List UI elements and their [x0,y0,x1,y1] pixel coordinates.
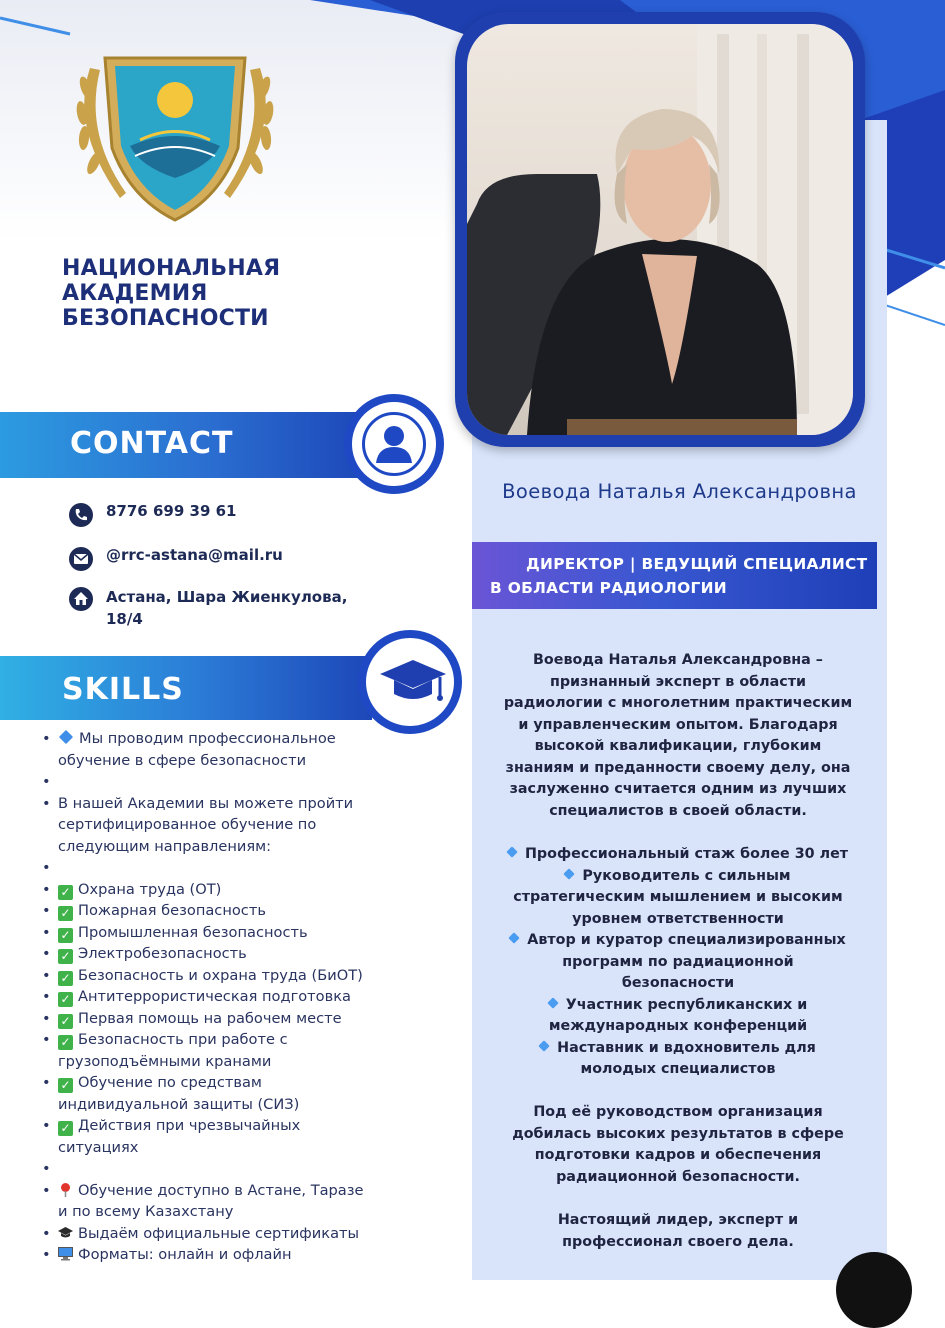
contact-banner [0,412,370,478]
list-item: • ✓ Действия при чрезвычайных ситуациях [40,1115,400,1158]
bio-line: радиационной безопасности. [556,1168,800,1185]
bio-point: Руководитель с сильным [478,866,878,888]
list-item: • ✓ Безопасность и охрана труда (БиОТ) [40,965,400,987]
contact-email [68,546,283,572]
blue-diamond-icon [547,997,558,1008]
organization-title-line: НАЦИОНАЛЬНАЯ [62,256,281,281]
home-icon [68,586,94,612]
profile-photo-frame [455,12,865,447]
bio-line: Настоящий лидер, эксперт и [557,1212,799,1228]
check-mark-icon: ✓ [58,928,73,943]
bio-line: высокой квалификации, глубоким [534,738,822,754]
check-mark-icon: ✓ [58,992,73,1007]
bio-line: знаниям и преданности своему делу, она [505,759,851,776]
bio-points [478,844,878,1081]
blue-diamond-icon [564,868,575,879]
check-mark-icon: ✓ [58,971,73,986]
list-item: • Форматы: онлайн и офлайн [40,1244,400,1266]
check-mark-icon: ✓ [58,1121,73,1136]
user-badge [344,394,444,494]
contact-phone [68,502,236,528]
graduation-badge [358,630,462,734]
phone-number[interactable]: 8776 699 39 61 [106,502,237,520]
person-name: Воевода Наталья Александровна [502,480,857,503]
pin-icon [58,1182,73,1197]
list-item [40,771,400,793]
list-item: • Мы проводим профессиональное обучение в сфере безопасности [40,728,400,771]
bio-intro [478,650,878,822]
skills-list [40,728,400,1266]
contact-address [68,586,347,630]
profile-photo [467,24,853,435]
blue-diamond-icon [59,730,73,744]
list-item: • ✓ Первая помощь на рабочем месте [40,1008,400,1030]
address-line: 18/4 [106,610,143,628]
list-item: • ✓ Пожарная безопасность [40,900,400,922]
organization-title-line: АКАДЕМИЯ [62,281,208,306]
check-mark-icon: ✓ [58,906,73,921]
list-item: • ✓ Охрана труда (ОТ) [40,879,400,901]
academy-crest-logo [60,28,290,228]
graduation-cap-icon [378,652,442,716]
role-banner [472,542,877,609]
bio-line: международных конференций [548,1018,808,1034]
bio-point: Участник республиканских и [478,995,878,1017]
bio-point: Автор и куратор специализированных [478,930,878,952]
blue-diamond-icon [509,932,520,943]
bio-line: специалистов в своей области. [549,802,807,819]
list-item: • В нашей Академии вы можете пройти сертифицированное обучение по следующим направлениям: [40,793,400,858]
bio-line: Под её руководством организация [533,1104,823,1120]
graduation-cap-icon [58,1225,73,1240]
address-line: Астана, Шара Жиенкулова, [106,588,348,606]
email-address[interactable]: @rrc-astana@mail.ru [106,546,283,564]
blue-diamond-icon [538,1040,549,1051]
blue-diamond-icon [506,846,517,857]
check-mark-icon: ✓ [58,1014,73,1029]
contact-heading: CONTACT [70,426,234,461]
bio-line: безопасности [621,975,735,991]
organization-title [62,256,362,331]
bio-line: заслуженно считается одним из лучших [509,781,847,797]
list-item: • ✓ Промышленная безопасность [40,922,400,944]
bio-point: Профессиональный стаж более 30 лет [478,844,878,866]
list-item: • ✓ Безопасность при работе с грузоподъёмными кранами [40,1029,400,1072]
bio-line: добилась высоких результатов в сфере [512,1125,844,1142]
bio-line: профессионал своего дела. [562,1233,794,1250]
bio-line: стратегическим мышлением и высоким [513,889,843,905]
bio-line: молодых специалистов [580,1061,776,1077]
list-item: • ✓ Антитеррористическая подготовка [40,986,400,1008]
list-item: • ✓ Обучение по средствам индивидуальной защиты (СИЗ) [40,1072,400,1115]
bio-results [478,1102,878,1188]
organization-title-line: БЕЗОПАСНОСТИ [62,306,269,331]
check-mark-icon: ✓ [58,949,73,964]
check-mark-icon: ✓ [58,1078,73,1093]
bio-point: Наставник и вдохновитель для [478,1038,878,1060]
bio-line: уровнем ответственности [572,910,784,927]
phone-icon [68,502,94,528]
role-line: В ОБЛАСТИ РАДИОЛОГИИ [490,579,727,597]
email-icon [68,546,94,572]
bio-closing [478,1210,878,1253]
list-item: • Обучение доступно в Астане, Таразе и по всему Казахстану [40,1180,400,1223]
bio-line: подготовки кадров и обеспечения [534,1147,822,1163]
bio-line: радиологии с многолетним практическим [503,695,853,711]
skills-heading: SKILLS [62,672,184,707]
role-line: ДИРЕКТОР | ВЕДУЩИЙ СПЕЦИАЛИСТ [526,555,868,573]
user-icon [362,412,426,476]
check-mark-icon: ✓ [58,885,73,900]
bio-line: и управленческим опытом. Благодаря [518,716,838,733]
list-item: • ✓ Электробезопасность [40,943,400,965]
list-item [40,857,400,879]
check-mark-icon: ✓ [58,1035,73,1050]
bio-line: Воевода Наталья Александровна – [533,652,823,668]
skills-banner [0,656,372,720]
bio-line: признанный эксперт в области [549,673,807,690]
monitor-icon [58,1246,73,1261]
list-item [40,1158,400,1180]
list-item: • Выдаём официальные сертификаты [40,1223,400,1245]
bio-line: программ по радиационной [562,953,794,970]
floating-action-button[interactable] [836,1252,912,1328]
